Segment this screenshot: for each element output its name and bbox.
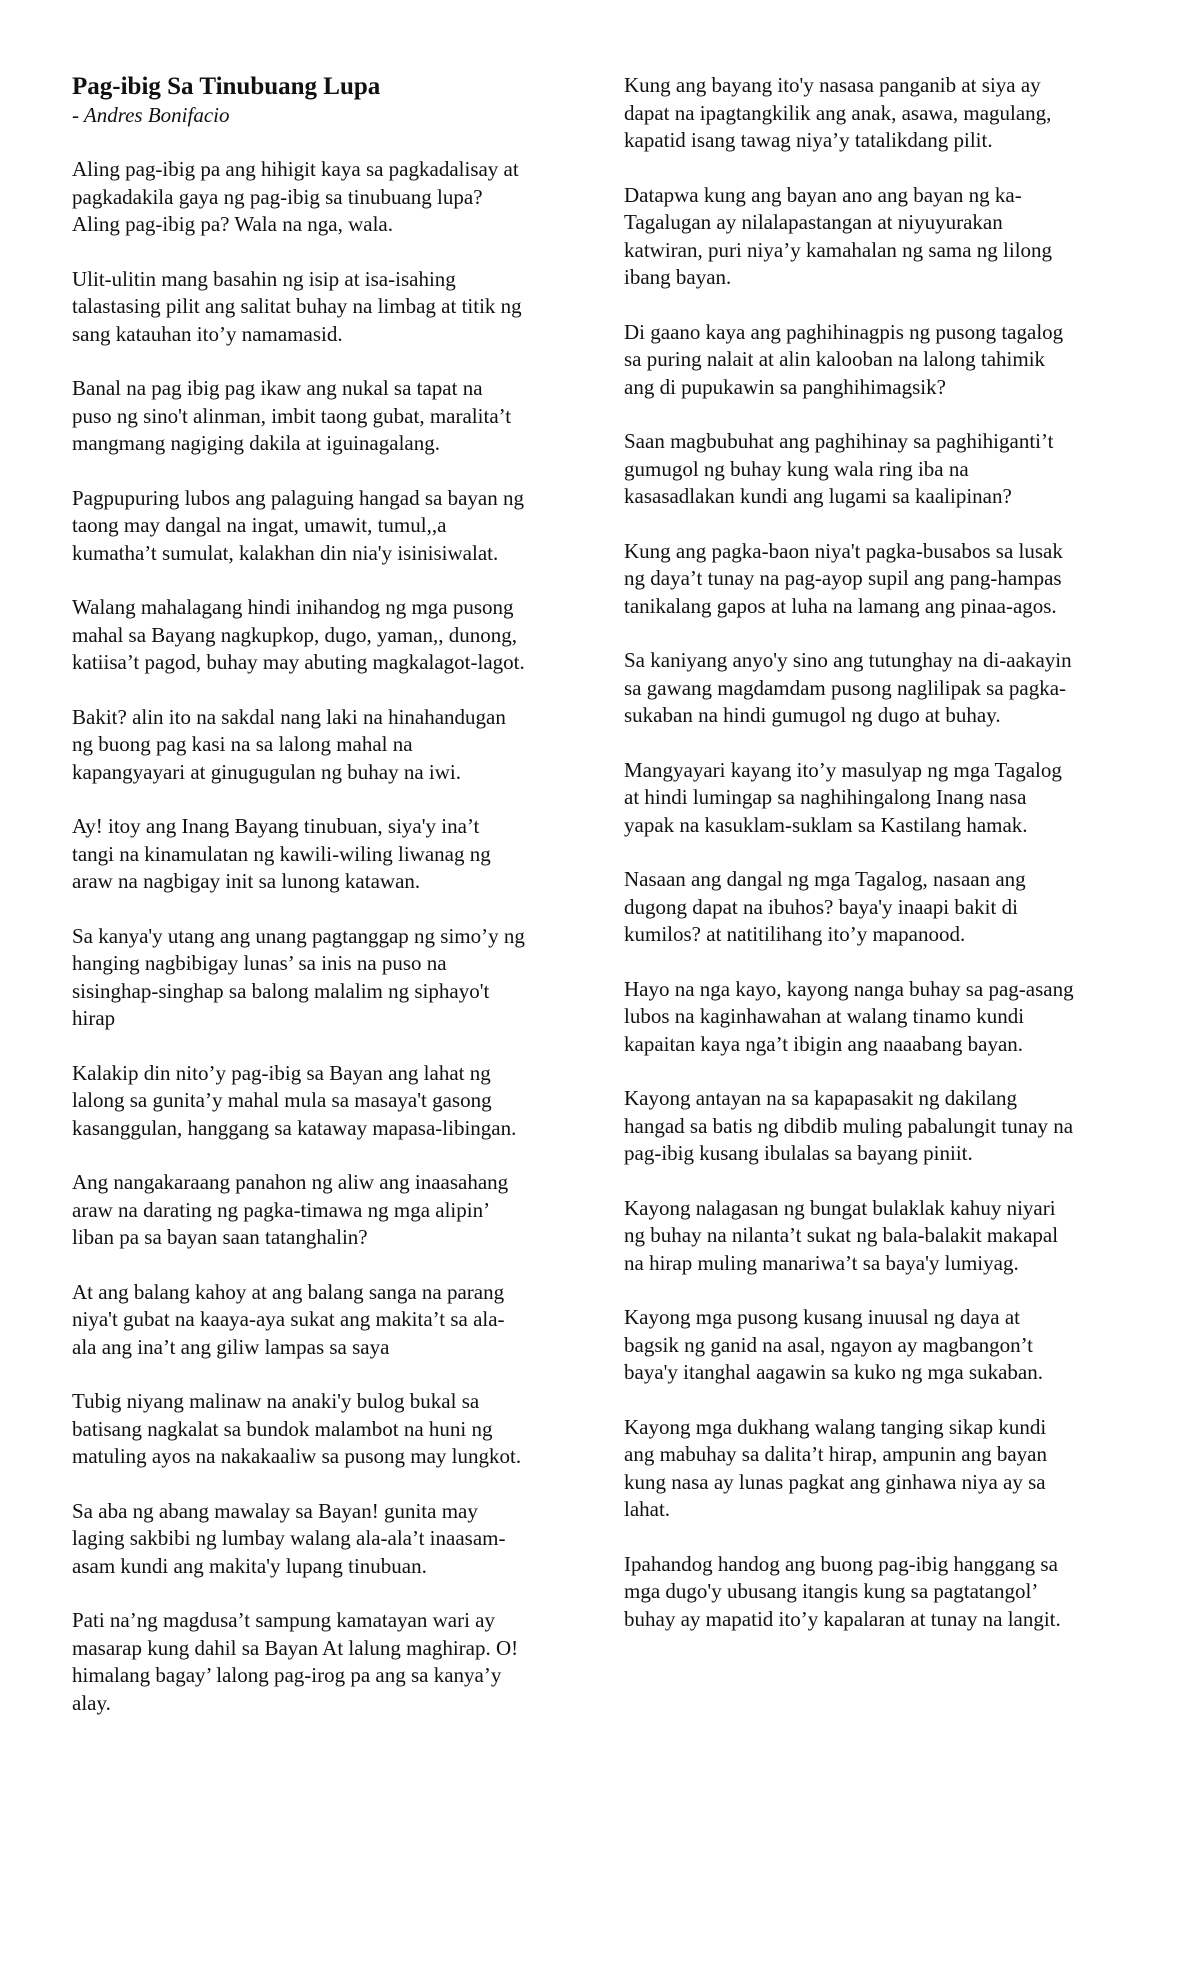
poem-stanza: Kalakip din nito’y pag-ibig sa Bayan ang lahat ng lalong sa gunita’y mahal mula sa masaya't gasong kasanggulan, hanggang sa kataway mapasa-libingan.	[72, 1060, 517, 1140]
poem-stanza: Kayong mga dukhang walang tanging sikap kundi ang mabuhay sa dalita’t hirap, ampunin ang bayan kung nasa ay lunas pagkat ang ginhawa niya ay sa lahat.	[624, 1414, 1047, 1521]
poem-stanza: Sa kaniyang anyo'y sino ang tutunghay na di-aakayin sa gawang magdamdam pusong naglilipak sa pagka- sukaban na hindi gumugol ng dugo at buhay.	[624, 648, 1072, 727]
poem-title: Pag-ibig Sa Tinubuang Lupa	[72, 73, 381, 100]
poem-stanza: Kung ang pagka-baon niya't pagka-busabos sa lusak ng daya’t tunay na pag-ayop supil ang pang-hampas tanikalang gapos at luha na lamang ang pinaa-agos.	[624, 538, 1063, 618]
poem-stanza: Aling pag-ibig pa ang hihigit kaya sa pagkadalisay at pagkadakila gaya ng pag-ibig sa tinubuang lupa? Aling pag-ibig pa? Wala na nga, wala.	[72, 157, 519, 236]
poem-stanza: Kayong mga pusong kusang inuusal ng daya at bagsik ng ganid na asal, ngayon ay magbangon’t baya'y itanghal aagawin sa kuko ng mga sukaban.	[624, 1305, 1043, 1384]
poem-stanza: At ang balang kahoy at ang balang sanga na parang niya't gubat na kaaya-aya sukat ang makita’t sa ala- ala ang ina’t ang giliw lampas sa saya	[72, 1279, 505, 1359]
poem-stanza: Bakit? alin ito na sakdal nang laki na hinahandugan ng buong pag kasi na sa lalong mahal na kapangyayari at ginugugulan ng buhay na iwi.	[72, 704, 506, 784]
right-column	[624, 72, 1144, 1660]
poem-stanza: Tubig niyang malinaw na anaki'y bulog bukal sa batisang nagkalat sa bundok malambot na huni ng matuling ayos na nakakaaliw sa pusong may lungkot.	[72, 1389, 522, 1468]
left-stanza-list	[72, 156, 592, 1717]
poem-stanza: Hayo na nga kayo, kayong nanga buhay sa pag-asang lubos na kaginhawahan at walang tinamo kundi kapaitan kaya nga’t ibigin ang naaabang bayan.	[624, 976, 1074, 1056]
poem-stanza: Ay! itoy ang Inang Bayang tinubuan, siya'y ina’t tangi na kinamulatan ng kawili-wiling liwanag ng araw na nagbigay init sa lunong katawan.	[72, 814, 491, 893]
poem-stanza: Ipahandog handog ang buong pag-ibig hanggang sa mga dugo'y ubusang itangis kung sa pagtatangol’ buhay ay mapatid ito’y kapalaran at tunay na langit.	[624, 1551, 1061, 1631]
poem-stanza: Ulit-ulitin mang basahin ng isip at isa-isahing talastasing pilit ang salitat buhay na limbag at titik ng sang katauhan ito’y namamasid.	[72, 266, 522, 346]
poem-stanza: Nasaan ang dangal ng mga Tagalog, nasaan ang dugong dapat na ibuhos? baya'y inaapi bakit di kumilos? at natitilihang ito’y mapanood.	[624, 867, 1026, 946]
poem-stanza: Saan magbubuhat ang paghihinay sa paghihiganti’t gumugol ng buhay kung wala ring iba na kasasadlakan kundi ang lugami sa kaalipinan?	[624, 429, 1054, 508]
left-column	[72, 72, 592, 1744]
poem-stanza: Datapwa kung ang bayan ano ang bayan ng ka- Tagalugan ay nilalapastangan at niyuyurakan katwiran, puri niya’y kamahalan ng sama ng lilong ibang bayan.	[624, 182, 1053, 289]
poem-stanza: Di gaano kaya ang paghihinagpis ng pusong tagalog sa puring nalait at alin kalooban na lalong tahimik ang di pupukawin sa panghihimagsik?	[624, 319, 1064, 399]
poem-stanza: Kayong nalagasan ng bungat bulaklak kahuy niyari ng buhay na nilanta’t sukat ng bala-balakit makapal na hirap muling manariwa’t sa baya'y lumiyag.	[624, 1195, 1059, 1275]
poem-stanza: Mangyayari kayang ito’y masulyap ng mga Tagalog at hindi lumingap sa naghihingalong Inang nasa yapak na kasuklam-suklam sa Kastilang hamak.	[624, 757, 1062, 837]
right-stanza-list	[624, 72, 1144, 1633]
poem-stanza: Sa aba ng abang mawalay sa Bayan! gunita may laging sakbibi ng lumbay walang ala-ala’t inaasam- asam kundi ang makita'y lupang tinubuan.	[72, 1498, 506, 1578]
poem-stanza: Ang nangakaraang panahon ng aliw ang inaasahang araw na darating ng pagka-timawa ng mga alipin’ liban pa sa bayan saan tatanghalin?	[72, 1170, 509, 1249]
poem-stanza: Pati na’ng magdusa’t sampung kamatayan wari ay masarap kung dahil sa Bayan At lalung maghirap. O! himalang bagay’ lalong pag-irog pa ang sa kanya’y alay.	[72, 1608, 519, 1715]
poem-stanza: Banal na pag ibig pag ikaw ang nukal sa tapat na puso ng sino't alinman, imbit taong gubat, maralita’t mangmang nagiging dakila at iguinagalang.	[72, 376, 512, 455]
poem-author: - Andres Bonifacio	[72, 103, 230, 127]
poem-stanza: Sa kanya'y utang ang unang pagtanggap ng simo’y ng hanging nagbibigay lunas’ sa inis na puso na sisinghap-singhap sa balong malalim ng siphayo't hirap	[72, 923, 525, 1030]
poem-stanza: Kayong antayan na sa kapapasakit ng dakilang hangad sa batis ng dibdib muling pabalungit tunay na pag-ibig kusang ibulalas sa bayang piniit.	[624, 1086, 1074, 1165]
poem-stanza: Pagpupuring lubos ang palaguing hangad sa bayan ng taong may dangal na ingat, umawit, tumul,,a kumatha’t sumulat, kalakhan din nia'y isinisiwalat.	[72, 485, 524, 565]
poem-stanza: Walang mahalagang hindi inihandog ng mga pusong mahal sa Bayang nagkupkop, dugo, yaman,, dunong, katiisa’t pagod, buhay may abuting magkalagot-lagot.	[72, 595, 525, 674]
poem-stanza: Kung ang bayang ito'y nasasa panganib at siya ay dapat na ipagtangkilik ang anak, asawa, magulang, kapatid isang tawag niya’y tatalikdang pilit.	[624, 73, 1052, 152]
